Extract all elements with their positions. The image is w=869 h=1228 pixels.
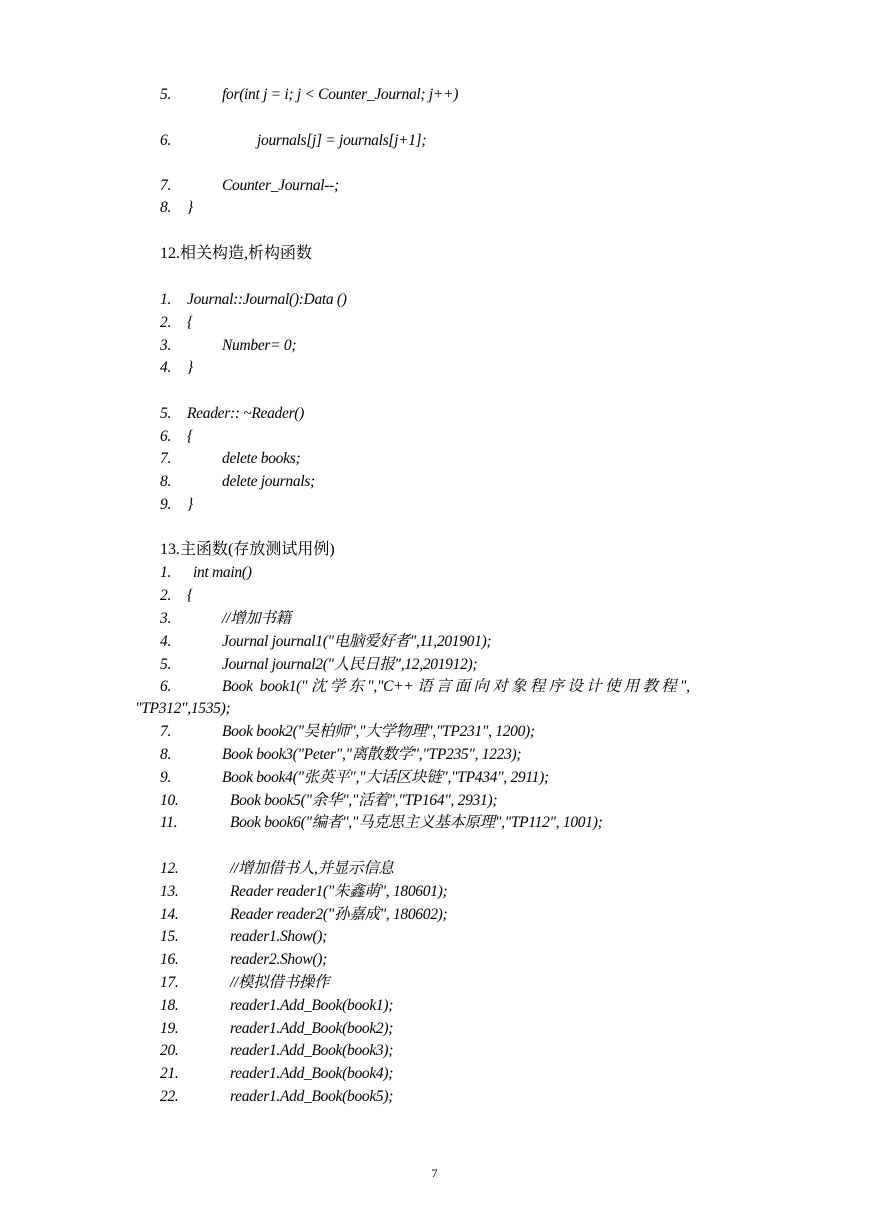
code-line: 8. xyxy=(160,746,172,763)
code-line: 2. xyxy=(160,314,172,331)
code-line: 15. xyxy=(160,928,179,945)
code-line: Book book6("编者","马克思主义基本原理","TP112", 1001); xyxy=(230,814,603,831)
code-line: //模拟借书操作 xyxy=(230,974,330,991)
code-line: Journal journal2("人民日报",12,201912); xyxy=(222,656,478,673)
code-line: delete journals; xyxy=(222,473,315,490)
code-line: 6. xyxy=(160,132,172,149)
code-line: Reader reader2("孙嘉成", 180602); xyxy=(230,906,448,923)
code-line: 17. xyxy=(160,974,179,991)
code-line: 21. xyxy=(160,1065,179,1082)
code-line: delete books; xyxy=(222,450,301,467)
code-line: { xyxy=(187,314,193,331)
code-line: "TP312",1535); xyxy=(135,700,231,717)
section-heading-12: 12.相关构造,析构函数 xyxy=(160,245,313,262)
code-line: 8. xyxy=(160,473,172,490)
code-line: reader1.Add_Book(book4); xyxy=(230,1065,394,1082)
code-line: 14. xyxy=(160,906,179,923)
code-line: Reader:: ~Reader() xyxy=(187,405,305,422)
code-line: 5. xyxy=(160,86,172,103)
code-line: 19. xyxy=(160,1020,179,1037)
code-line: reader1.Add_Book(book5); xyxy=(230,1088,394,1105)
code-line: 10. xyxy=(160,792,179,809)
code-line: 22. xyxy=(160,1088,179,1105)
code-line: Journal journal1("电脑爱好者",11,201901); xyxy=(222,633,492,650)
code-line: 1. xyxy=(160,291,172,308)
code-line: journals[j] = journals[j+1]; xyxy=(257,132,427,149)
code-line: Journal::Journal():Data () xyxy=(187,291,347,308)
code-line: Book book3("Peter","离散数学","TP235", 1223); xyxy=(222,746,522,763)
code-line: reader2.Show(); xyxy=(230,951,327,968)
code-line: int main() xyxy=(193,564,252,581)
code-line: //增加借书人,并显示信息 xyxy=(230,860,394,877)
code-line: reader1.Add_Book(book1); xyxy=(230,997,394,1014)
code-line: reader1.Add_Book(book2); xyxy=(230,1020,394,1037)
code-line: //增加书籍 xyxy=(222,610,291,627)
code-line: 16. xyxy=(160,951,179,968)
code-line: 6. xyxy=(160,428,172,445)
code-line: 7. xyxy=(160,450,172,467)
code-line: 8. xyxy=(160,199,172,216)
code-line: for(int j = i; j < Counter_Journal; j++) xyxy=(222,86,459,103)
code-line: 1. xyxy=(160,564,172,581)
code-line: 13. xyxy=(160,883,179,900)
code-line: 18. xyxy=(160,997,179,1014)
code-line: 7. xyxy=(160,723,172,740)
code-line: 9. xyxy=(160,769,172,786)
code-line: reader1.Add_Book(book3); xyxy=(230,1042,394,1059)
code-line: } xyxy=(187,359,193,376)
code-line: { xyxy=(187,428,193,445)
code-line: 11. xyxy=(160,814,178,831)
code-line: Book book5("余华","活着","TP164", 2931); xyxy=(230,792,498,809)
code-line: } xyxy=(187,199,193,216)
code-line: 12. xyxy=(160,860,179,877)
code-line: 7. xyxy=(160,177,172,194)
code-line: 9. xyxy=(160,496,172,513)
code-line: Counter_Journal--; xyxy=(222,177,339,194)
code-line: reader1.Show(); xyxy=(230,928,327,945)
code-line: } xyxy=(187,496,193,513)
code-line: 6. xyxy=(160,678,172,695)
section-heading-13: 13.主函数(存放测试用例) xyxy=(160,541,335,558)
code-line: 2. xyxy=(160,587,172,604)
code-line: Book book4("张英平","大话区块链","TP434", 2911); xyxy=(222,769,549,786)
code-line: Number= 0; xyxy=(222,337,297,354)
code-line: Book book1(" 沈 学 东 ","C++ 语 言 面 向 对 象 程 序 设 计 使 用 教 程 ", xyxy=(222,678,690,695)
code-line: 4. xyxy=(160,633,172,650)
code-line: Book book2("吴柏师","大学物理","TP231", 1200); xyxy=(222,723,535,740)
code-line: 3. xyxy=(160,610,172,627)
code-line: { xyxy=(187,587,193,604)
page-number: 7 xyxy=(431,1166,438,1180)
code-line: Reader reader1("朱鑫萌", 180601); xyxy=(230,883,448,900)
code-line: 5. xyxy=(160,656,172,673)
code-line: 4. xyxy=(160,359,172,376)
code-line: 3. xyxy=(160,337,172,354)
code-line: 20. xyxy=(160,1042,179,1059)
code-line: 5. xyxy=(160,405,172,422)
